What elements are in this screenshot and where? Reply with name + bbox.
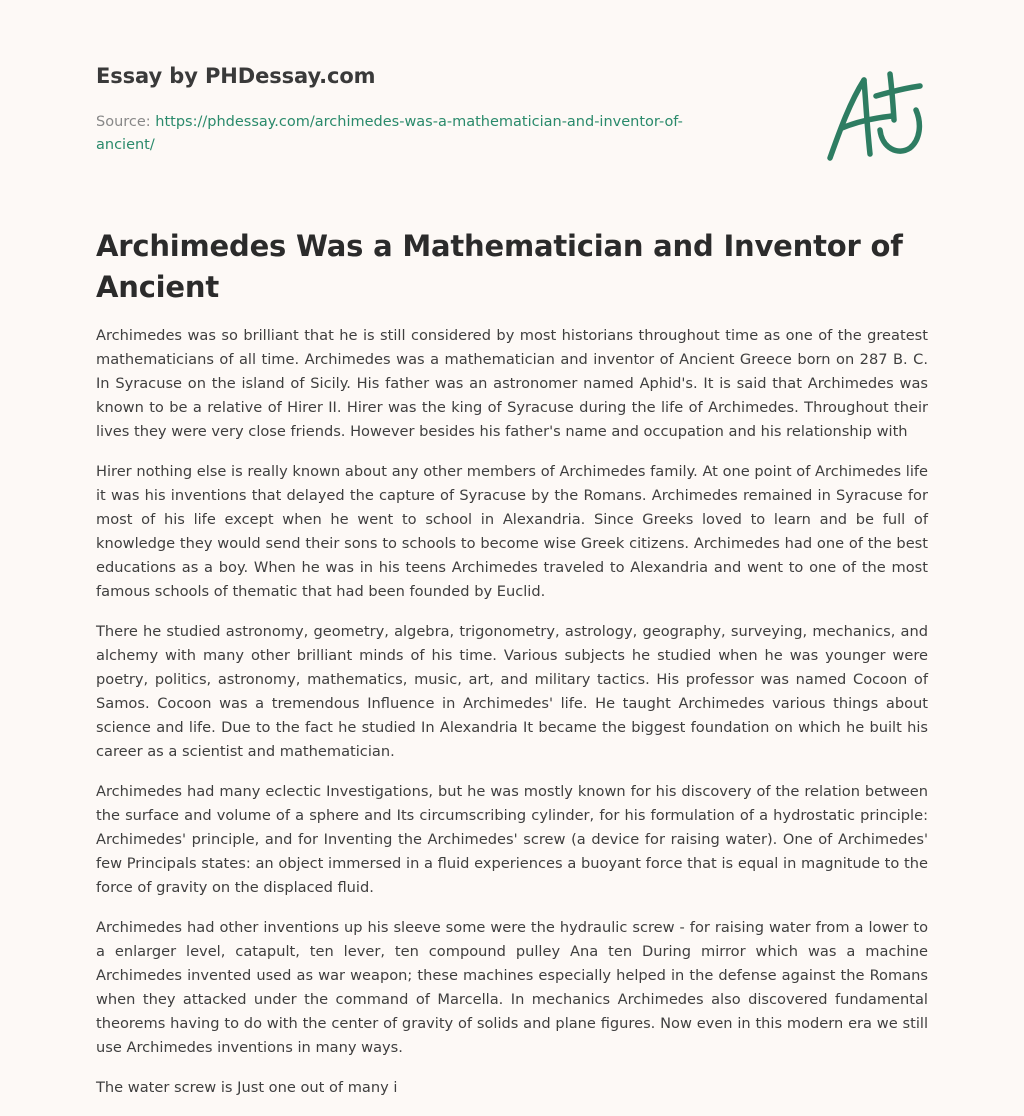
essay-paragraph: Archimedes had many eclectic Investigations, but he was mostly known for his discovery of the relation between the surface and volume of a sphere and Its circumscribing cylinder, for his formulation of a hydrostatic principle: Archimedes' principle, and for Inventing the Archimedes' screw (a device for raising water). One of Archimedes' few Principals states: an object immersed in a fluid experiences a buoyant force that is equal in magnitude to the force of gravity on the displaced fluid. [96,783,928,896]
essay-paragraph: The water screw is Just one out of many i [96,1079,398,1096]
a-plus-grade-logo [822,68,932,168]
source-link[interactable]: https://phdessay.com/archimedes-was-a-mathematician-and-inventor-of-ancient/ [96,114,683,153]
essay-title: Archimedes Was a Mathematician and Inventor of Ancient [96,229,903,304]
essay-paragraph: Archimedes was so brilliant that he is still considered by most historians throughout time as one of the greatest mathematicians of all time. Archimedes was a mathematician and inventor of Ancient Greece born on 287 B. C. In Syracuse on the island of Sicily. His father was an astronomer named Aphid's. It is said that Archimedes was known to be a relative of Hirer II. Hirer was the king of Syracuse during the life of Archimedes. Throughout their lives they were very close friends. However besides his father's name and occupation and his relationship with [96,327,928,440]
essay-paragraph: Hirer nothing else is really known about any other members of Archimedes family. At one point of Archimedes life it was his inventions that delayed the capture of Syracuse by the Romans. Archimedes remained in Syracuse for most of his life except when he went to school in Alexandria. Since Greeks loved to learn and be full of knowledge they would send their sons to schools to become wise Greek citizens. Archimedes had one of the best educations as a boy. When he was in his teens Archimedes traveled to Alexandria and went to one of the most famous schools of thematic that had been founded by Euclid. [96,463,928,600]
source-line [96,111,736,157]
essay-body [96,324,928,1116]
a-plus-icon [822,68,932,168]
essay-paragraph: Archimedes had other inventions up his sleeve some were the hydraulic screw - for raising water from a lower to a enlarger level, catapult, ten lever, ten compound pulley Ana ten During mirror which was a machine Archimedes invented used as war weapon; these machines especially helped in the defense against the Romans when they attacked under the command of Marcella. In mechanics Archimedes also discovered fundamental theorems having to do with the center of gravity of solids and plane figures. Now even in this modern era we still use Archimedes inventions in many ways. [96,919,928,1056]
source-label: Source: [96,114,151,130]
essay-paragraph: There he studied astronomy, geometry, algebra, trigonometry, astrology, geography, surveying, mechanics, and alchemy with many other brilliant minds of his time. Various subjects he studied when he was younger were poetry, politics, astronomy, mathematics, music, art, and military tactics. His professor was named Cocoon of Samos. Cocoon was a tremendous Influence in Archimedes' life. He taught Archimedes various things about science and life. Due to the fact he studied In Alexandria It became the biggest foundation on which he built his career as a scientist and mathematician. [96,623,928,760]
site-title: Essay by PHDessay.com [96,64,376,88]
